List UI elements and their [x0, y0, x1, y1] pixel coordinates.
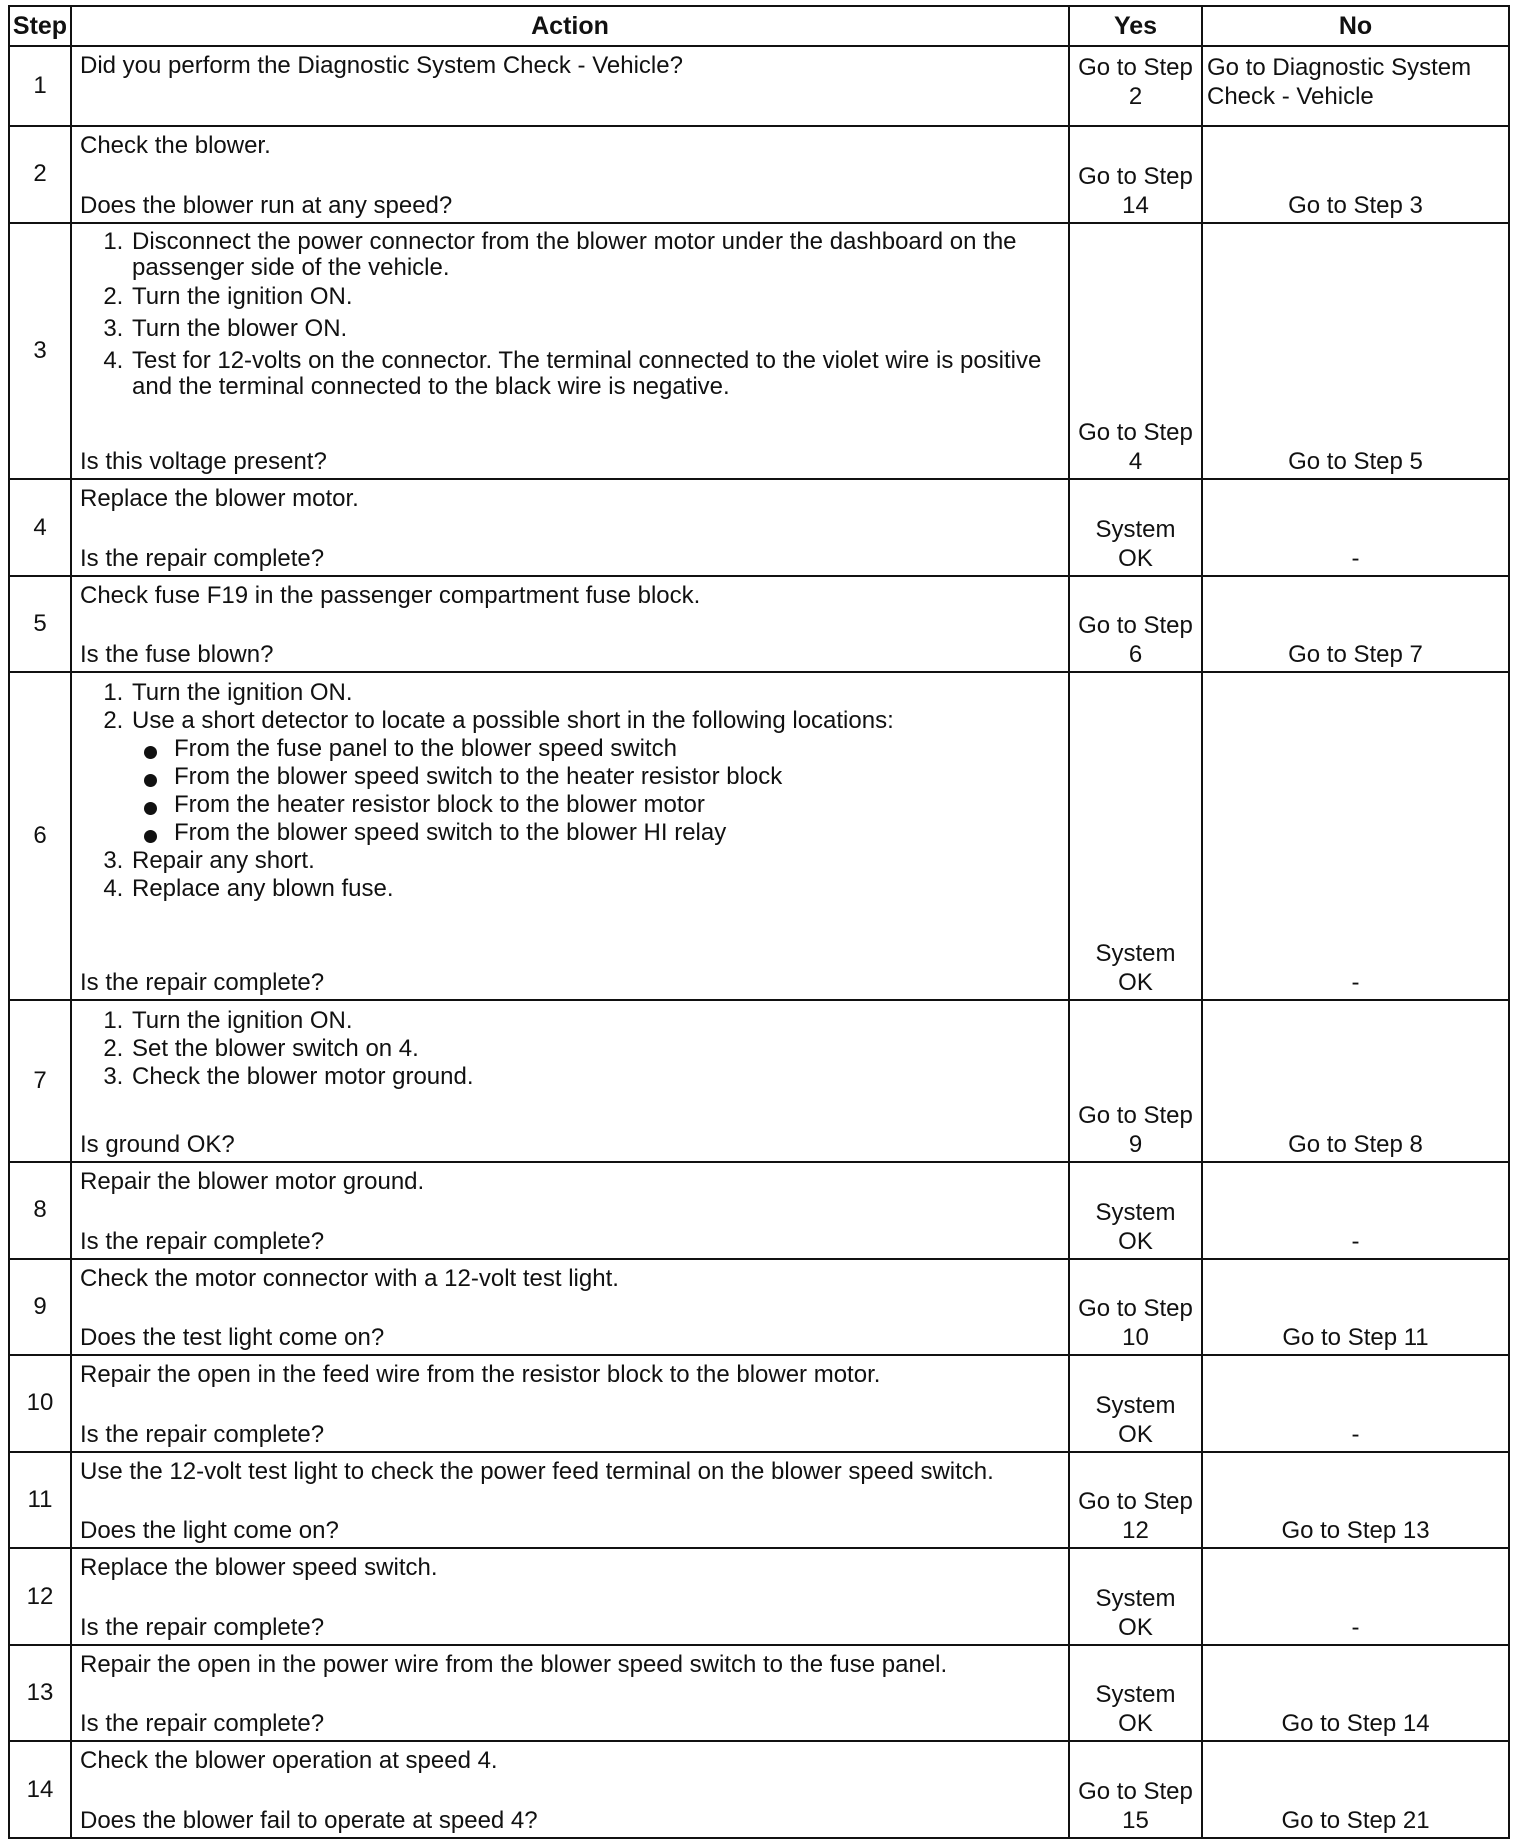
no-cell [1202, 126, 1509, 223]
no-line: - [1351, 1227, 1360, 1255]
action-cell [71, 1645, 1069, 1742]
procedure-list [80, 1003, 1060, 1091]
step-number: 9 [9, 1259, 71, 1356]
step-number: 11 [9, 1452, 71, 1549]
step-number: 2 [9, 126, 71, 223]
yes-line: Go to Step [1078, 162, 1193, 190]
yes-line: 6 [1128, 641, 1143, 669]
action-text: Replace the blower speed switch. [80, 1554, 438, 1582]
yes-line: 10 [1122, 1324, 1149, 1352]
yes-line: 15 [1122, 1807, 1149, 1834]
no-line: Go to Step 3 [1288, 191, 1423, 219]
yes-line: System [1095, 1391, 1176, 1419]
action-text: Repair the open in the power wire from the blower speed switch to the fuse panel. [80, 1650, 948, 1678]
action-question: Is this voltage present? [80, 448, 327, 476]
procedure-list [80, 226, 1060, 400]
step-number: 1 [9, 46, 71, 126]
action-question: Does the test light come on? [80, 1324, 385, 1352]
yes-line: System [1095, 1198, 1176, 1226]
step-number: 4 [9, 479, 71, 576]
action-text: Did you perform the Diagnostic System Check - Vehicle? [80, 52, 683, 79]
location-bullet: From the blower speed switch to the heater resistor block [174, 763, 1060, 791]
action-question: Is the fuse blown? [80, 641, 274, 669]
no-cell [1202, 1645, 1509, 1742]
location-bullet: From the fuse panel to the blower speed switch [174, 735, 1060, 763]
action-cell [71, 1355, 1069, 1452]
step-number: 10 [9, 1355, 71, 1452]
action-text: Check the motor connector with a 12-volt test light. [80, 1264, 619, 1292]
action-cell [71, 672, 1069, 999]
action-question: Does the blower run at any speed? [80, 191, 453, 219]
table-row [9, 1645, 1509, 1742]
action-question: Is ground OK? [80, 1131, 235, 1159]
yes-line: Go to Step [1078, 54, 1193, 81]
action-cell [71, 576, 1069, 673]
yes-cell [1069, 1645, 1202, 1742]
table-row [9, 1355, 1509, 1452]
no-line: - [1351, 1420, 1360, 1448]
no-line: Go to Step 7 [1288, 641, 1423, 669]
action-cell [71, 223, 1069, 480]
procedure-step: 1. Disconnect the power connector from the blower motor under the dashboard on the passenger side of the vehicle. [130, 226, 1060, 281]
yes-line: System [1095, 1584, 1176, 1612]
action-question: Does the light come on? [80, 1517, 339, 1545]
procedure-step: 1. Turn the ignition ON. [130, 675, 1060, 707]
no-cell [1202, 672, 1509, 999]
no-line: - [1351, 1613, 1360, 1641]
yes-line: OK [1118, 1710, 1153, 1738]
step-number: 12 [9, 1548, 71, 1645]
table-row [9, 1259, 1509, 1356]
yes-cell [1069, 223, 1202, 480]
table-row [9, 223, 1509, 480]
header-yes: Yes [1069, 6, 1202, 46]
action-cell [71, 126, 1069, 223]
table-row [9, 46, 1509, 126]
no-line: - [1351, 544, 1360, 572]
yes-cell [1069, 46, 1202, 126]
yes-cell [1069, 1259, 1202, 1356]
no-cell [1202, 1259, 1509, 1356]
no-line: Go to Step 21 [1281, 1807, 1430, 1834]
yes-cell [1069, 672, 1202, 999]
no-cell [1202, 1162, 1509, 1259]
action-text: Repair the open in the feed wire from the resistor block to the blower motor. [80, 1361, 881, 1389]
yes-line: 14 [1122, 191, 1149, 219]
action-text: Use the 12-volt test light to check the power feed terminal on the blower speed switch. [80, 1457, 994, 1485]
action-text: Replace the blower motor. [80, 485, 359, 513]
table-row [9, 1452, 1509, 1549]
procedure-step: 3. Turn the blower ON. [130, 313, 1060, 345]
no-cell [1202, 479, 1509, 576]
no-line: Go to Step 11 [1282, 1324, 1429, 1352]
yes-cell [1069, 1000, 1202, 1162]
action-cell [71, 1452, 1069, 1549]
procedure-step: 2. Turn the ignition ON. [130, 281, 1060, 313]
action-question: Is the repair complete? [80, 1227, 325, 1255]
yes-line: Go to Step [1078, 1488, 1193, 1516]
action-question: Is the repair complete? [80, 1420, 325, 1448]
step-number: 6 [9, 672, 71, 999]
yes-line: System [1095, 1681, 1176, 1709]
header-action: Action [71, 6, 1069, 46]
yes-line: 2 [1128, 83, 1143, 110]
no-cell [1202, 1741, 1509, 1838]
yes-cell [1069, 126, 1202, 223]
no-line: Check - Vehicle [1207, 83, 1374, 110]
action-question: Is the repair complete? [80, 1710, 325, 1738]
header-step: Step [9, 6, 71, 46]
action-cell [71, 1548, 1069, 1645]
yes-line: OK [1118, 1613, 1153, 1641]
yes-line: OK [1118, 1227, 1153, 1255]
yes-line: OK [1118, 1420, 1153, 1448]
yes-cell [1069, 1741, 1202, 1838]
location-bullets [132, 735, 1060, 847]
no-cell [1202, 1000, 1509, 1162]
step-number: 13 [9, 1645, 71, 1742]
location-bullet: From the blower speed switch to the blower HI relay [174, 819, 1060, 847]
table-row [9, 1548, 1509, 1645]
yes-cell [1069, 1452, 1202, 1549]
procedure-step-text: Use a short detector to locate a possible short in the following locations: [132, 707, 894, 735]
yes-cell [1069, 576, 1202, 673]
action-question: Is the repair complete? [80, 968, 325, 996]
yes-line: Go to Step [1078, 1295, 1193, 1323]
no-cell [1202, 223, 1509, 480]
action-cell [71, 1162, 1069, 1259]
yes-line: System [1095, 939, 1176, 967]
action-cell [71, 1741, 1069, 1838]
yes-line: 12 [1122, 1517, 1149, 1545]
location-bullet: From the heater resistor block to the blower motor [174, 791, 1060, 819]
header-row [9, 6, 1509, 46]
action-text: Check the blower operation at speed 4. [80, 1747, 498, 1775]
procedure-step: 4. Replace any blown fuse. [130, 875, 1060, 903]
no-cell [1202, 46, 1509, 126]
yes-cell [1069, 479, 1202, 576]
procedure-step: 1. Turn the ignition ON. [130, 1003, 1060, 1035]
action-cell [71, 1000, 1069, 1162]
action-text: Repair the blower motor ground. [80, 1168, 425, 1196]
yes-line: Go to Step [1078, 1778, 1193, 1805]
yes-line: OK [1118, 544, 1153, 572]
table-row [9, 1000, 1509, 1162]
action-question: Is the repair complete? [80, 544, 325, 572]
no-cell [1202, 576, 1509, 673]
yes-line: 4 [1128, 448, 1143, 476]
procedure-list [80, 675, 1060, 903]
header-no: No [1202, 6, 1509, 46]
action-text: Check the blower. [80, 132, 271, 160]
yes-cell [1069, 1355, 1202, 1452]
procedure-step: 3. Check the blower motor ground. [130, 1063, 1060, 1091]
action-text: Check fuse F19 in the passenger compartment fuse block. [80, 581, 701, 609]
table-row [9, 1741, 1509, 1838]
yes-line: Go to Step [1078, 612, 1193, 640]
yes-cell [1069, 1162, 1202, 1259]
action-cell [71, 46, 1069, 126]
procedure-step: 3. Repair any short. [130, 847, 1060, 875]
step-number: 14 [9, 1741, 71, 1838]
step-number: 3 [9, 223, 71, 480]
no-cell [1202, 1355, 1509, 1452]
procedure-step: 2. Set the blower switch on 4. [130, 1035, 1060, 1063]
no-line: Go to Step 14 [1281, 1710, 1430, 1738]
yes-line: Go to Step [1078, 419, 1193, 447]
action-question: Does the blower fail to operate at speed 4? [80, 1807, 538, 1834]
no-line: Go to Step 5 [1288, 448, 1423, 476]
step-number: 8 [9, 1162, 71, 1259]
procedure-step: 4. Test for 12-volts on the connector. The terminal connected to the violet wire is positive and the terminal connected to the black wire is negative. [130, 345, 1060, 400]
action-question: Is the repair complete? [80, 1613, 325, 1641]
yes-line: System [1095, 515, 1176, 543]
yes-cell [1069, 1548, 1202, 1645]
diagnostic-table [8, 5, 1510, 1839]
yes-line: OK [1118, 968, 1153, 996]
table-row [9, 1162, 1509, 1259]
table-row [9, 672, 1509, 999]
step-number: 7 [9, 1000, 71, 1162]
procedure-step [130, 707, 1060, 847]
no-line: - [1351, 968, 1360, 996]
no-line: Go to Diagnostic System [1207, 54, 1472, 81]
no-cell [1202, 1548, 1509, 1645]
no-line: Go to Step 13 [1281, 1517, 1430, 1545]
table-row [9, 479, 1509, 576]
yes-line: Go to Step [1078, 1102, 1193, 1130]
action-cell [71, 479, 1069, 576]
no-cell [1202, 1452, 1509, 1549]
step-number: 5 [9, 576, 71, 673]
no-line: Go to Step 8 [1288, 1131, 1423, 1159]
action-cell [71, 1259, 1069, 1356]
yes-line: 9 [1128, 1131, 1143, 1159]
table-row [9, 126, 1509, 223]
table-row [9, 576, 1509, 673]
